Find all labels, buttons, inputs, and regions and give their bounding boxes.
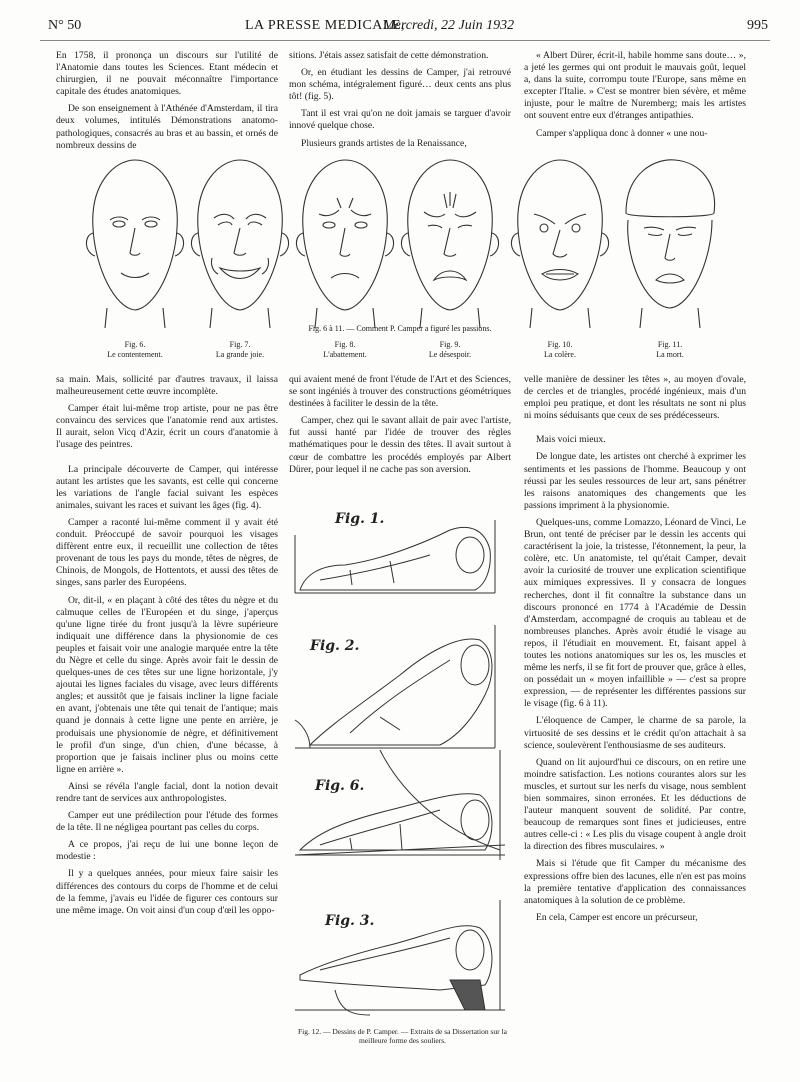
face-caption: [505, 340, 615, 360]
bottom-column-2: [289, 374, 511, 481]
paragraph: sitions. J'étais assez satisfait de cette démonstration.: [289, 50, 489, 61]
top-column-1: [56, 50, 278, 157]
paragraph: Tant il est vrai qu'on ne doit jamais se targuer d'avoir innové quelque chose.: [289, 108, 511, 132]
paragraph: Plusieurs grands artistes de la Renaissance,: [301, 137, 467, 149]
figure-label: Fig. 3.: [325, 913, 375, 929]
face-death: [626, 160, 715, 328]
top-column-2: [289, 50, 511, 155]
foot-fig-6: [295, 750, 505, 860]
figure-label: Fig. 2.: [310, 638, 360, 654]
figure-number: Fig. 9.: [439, 340, 461, 349]
foot-fig-1: [295, 511, 495, 593]
paragraph: De son enseignement à l'Athénée d'Amsterdam, il tira deux volumes, intitulés Démonstrations anatomo-pathologiques, consacrés au bras et au bassin, et ornés de nombreux dessins de: [56, 103, 278, 151]
faces-illustration: [80, 158, 730, 328]
paragraph: Camper s'appliqua donc à donner « une nou-: [536, 127, 708, 139]
figure-label: Le désespoir.: [428, 350, 472, 359]
face-contentment: [86, 160, 183, 328]
figure-label: La mort.: [656, 350, 684, 359]
figure-label: La colère.: [544, 350, 576, 359]
face-dejection: [296, 160, 393, 328]
paragraph: En 1758, il prononça un discours sur l'utilité de l'Anatomie dans toutes les Sciences. Etant médecin et chirurgien, il ne pouvait méconnaître l'importance capitale des études anatomiques.: [56, 50, 278, 98]
paragraph: L'éloquence de Camper, le charme de sa parole, la virtuosité de ses dessins et le crédit qu'on attachait à sa science, soulevèrent l'enthousiasme de ses auditeurs.: [524, 715, 746, 751]
paragraph: Il y a quelques années, pour mieux faire saisir les différences des contours du corps de l'homme et de celui de la femme, j'avais eu l'idée de figurer ces contours sur une même image. On voit ainsi d'un coup d'œil les oppo-: [56, 868, 278, 916]
paragraph: qui avaient mené de front l'étude de l'Art et des Sciences, se sont ingéniés à trouver des constructions géométriques destinées à faciliter le dessin de la tête.: [289, 374, 511, 410]
foot-fig-3: [295, 900, 505, 1015]
journal-title: LA PRESSE MEDICALE,: [245, 18, 406, 33]
feet-illustration: [290, 495, 515, 1020]
feet-figure-caption: Fig. 12. — Dessins de P. Camper. — Extraits de sa Dissertation sur la meilleure forme des souliers.: [298, 1027, 507, 1045]
figure-number: Fig. 7.: [229, 340, 251, 349]
figure-label: Le contentement.: [107, 350, 163, 359]
paragraph: Quelques-uns, comme Lomazzo, Léonard de Vinci, Le Brun, ont tenté de préciser par le dessin les accents qui caractérisent la joie, la tristesse, l'étonnement, la peur, la colère, etc. Un anatomiste, tel qu'était Camper, devait avoir la curiosité de trouver une explication scientifique aux mimiques expressives. Il y consacra de longues recherches, dont il fit connaître la substance dans un discours prononcé en 1774 à l'Académie de Dessin d'Amsterdam, accompagné de croquis au tableau et de nombreuses planches. Après avoir étudié le visage au repos, il l'étudiait en mouvement. Et, faisant appel à toutes les notions anatomiques sur les os, les muscles et même les nerfs, il se fit fort de prouver que, grâce à elles, on possédait un « moyen infaillible » — c'est sa propre expression, — de représenter les différentes passions sur le visage (fig. 6 à 11).: [524, 516, 746, 710]
paragraph: Ainsi se révéla l'angle facial, dont la notion devait rendre tant de services aux anthropologistes.: [56, 780, 278, 804]
face-caption: [290, 340, 400, 360]
face-anger: [511, 160, 608, 328]
page-number: 995: [747, 18, 768, 33]
top-column-3: [524, 50, 746, 145]
paragraph: Quand on lit aujourd'hui ce discours, on en retire une moindre satisfaction. Les notions courantes alors sur les muscles, et surtout sur les nerfs du visage, nous semblent bien sommaires, sinon erronées. Et les déductions de l'auteur manquent souvent de solidité. Par contre, beaucoup de remarques sont fines et judicieuses, entre autres celle-ci : « Les plis du visage coupent à angle droit la direction des fibres musculaires. »: [524, 756, 746, 853]
paragraph: De longue date, les artistes ont cherché à exprimer les sentiments et les passions de l'homme. Beaucoup y ont réussi par les seules ressources de leur art, sans pénétrer les raisons anatomiques des changements que les passions impriment à la physionomie.: [524, 451, 746, 511]
paragraph: Camper eut une prédilection pour l'étude des formes de la tête. Il ne négligea pourtant pas celles du corps.: [56, 810, 278, 834]
figure-number: Fig. 6.: [124, 340, 146, 349]
figure-label: Fig. 1.: [335, 511, 385, 527]
paragraph: velle manière de dessiner les têtes », au moyen d'ovale, de cercles et de triangles, procédé ingénieux, mais d'un emploi peu pratique, et dont les résultats ne sont ni plus ni moins séduisants que ceux de ses prédécesseurs.: [524, 374, 746, 422]
paragraph: Camper, chez qui le savant allait de pair avec l'artiste, fut aussi hanté par l'idée de trouver des règles mathématiques pour le dessin des têtes. Il avait surtout à cœur de combattre les procédés employés par Albert Dürer, pour lequel il ne cache pas son aversion.: [289, 415, 511, 475]
paragraph: La principale découverte de Camper, qui intéresse autant les artistes que les savants, est celle qui concerne les variations de l'angle facial suivant les espèces animales, suivant les races et suivant les âges (fig. 4).: [56, 463, 278, 511]
bottom-column-1: [56, 374, 278, 922]
paragraph: Mais si l'étude que fit Camper du mécanisme des expressions offre bien des lacunes, elle n'en est pas moins la première tentative d'application des connaissances anatomiques à la solution de ce problème.: [524, 858, 746, 906]
issue-number: N° 50: [48, 18, 82, 33]
page-header: [40, 18, 770, 38]
paragraph: Camper a raconté lui-même comment il y avait été conduit. Préoccupé de savoir pourquoi les visages diffèrent entre eux, il recueillit une collection de têtes provenant de tous les pays du monde, têtes de nègres, de Chinois, de Mongols, de Hottentots, et aussi des têtes de singes, sans parler des Européens.: [56, 516, 278, 589]
header-rule: [40, 40, 770, 41]
paragraph: Or, en étudiant les dessins de Camper, j'ai retrouvé mon schéma, intégralement figuré… deux cents ans plus tôt! (fig. 5).: [289, 67, 511, 103]
paragraph: Camper était lui-même trop artiste, pour ne pas être convaincu des services que l'anatomie rend aux artistes. Il aurait, selon Vicq d'Azir, écrit un cours d'anatomie à l'usage des peintres.: [56, 403, 278, 451]
paragraph: sa main. Mais, sollicité par d'autres travaux, il laissa malheureusement cette œuvre incomplète.: [56, 374, 278, 398]
face-caption: [395, 340, 505, 360]
figure-label: La grande joie.: [215, 350, 265, 359]
face-caption: [615, 340, 725, 360]
face-caption: [80, 340, 190, 360]
paragraph: En cela, Camper est encore un précurseur,: [536, 911, 698, 923]
paragraph: A ce propos, j'ai reçu de lui une bonne leçon de modestie :: [56, 839, 278, 863]
figure-label: Fig. 6.: [315, 778, 365, 794]
faces-figure-caption: Fig. 6 à 11. — Comment P. Camper a figuré les passions.: [308, 324, 492, 333]
figure-label: L'abattement.: [323, 350, 367, 359]
paragraph: « Albert Dürer, écrit-il, habile homme sans doute… », a jeté les germes qui ont produit le mauvais goût, lequel a, dans la suite, corrompu toute l'Europe, sans même en excepter l'Italie. » C'est se montrer bien sévère, et même injuste, pour le maître de Nuremberg; mais les artistes ont souvent entre eux d'étranges antipathies.: [524, 50, 746, 122]
face-caption: [185, 340, 295, 360]
issue-date: Mercredi, 22 Juin 1932: [383, 18, 515, 33]
paragraph: Or, dit-il, « en plaçant à côté des têtes du nègre et du calmuque celles de l'Européen et du singe, j'aperçus qu'une ligne tirée du front jusqu'à la lèvre supérieure indiquait une différence dans la physionomie de ces peuples et faisait voir une analogie marquée entre la tête du Nègre et celle du singe. Après avoir fait le dessin de quelques-unes de ces têtes sur une ligne horizontale, j'y ajoutai les lignes faciales du visage, avec leurs différents angles; et aussitôt que je faisais incliner la ligne faciale en avant, j'obtenais une tête qui tenait de l'antique; mais quand je donnais à cette ligne une pente en arrière, je produisais une physionomie de nègre, et définitivement le profil d'un singe, d'un chien, d'une bécasse, à proportion que je faisais incliner plus ou moins cette ligne en arrière ».: [56, 594, 278, 775]
paragraph: Mais voici mieux.: [536, 434, 606, 446]
face-despair: [401, 160, 498, 328]
bottom-column-3: [524, 374, 746, 929]
figure-number: Fig. 10.: [547, 340, 573, 349]
figure-number: Fig. 8.: [334, 340, 356, 349]
foot-fig-2: [295, 625, 495, 748]
face-great-joy: [191, 160, 288, 328]
figure-number: Fig. 11.: [657, 340, 683, 349]
